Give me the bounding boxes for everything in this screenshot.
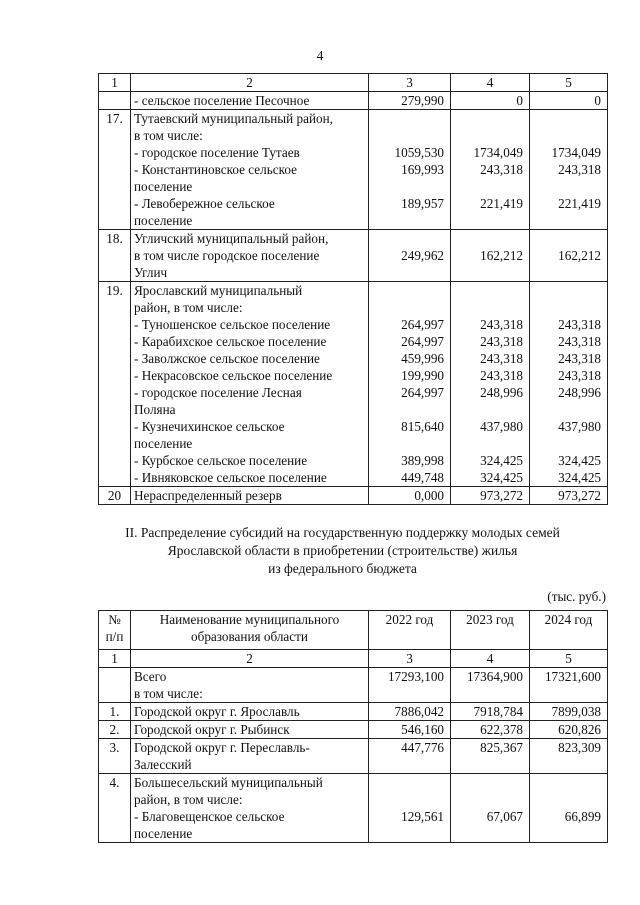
row-label xyxy=(131,703,369,721)
value-line xyxy=(530,127,601,144)
table-header-row xyxy=(99,611,608,650)
row-label-line: Городской округ г. Ярославль xyxy=(134,704,300,719)
value-line: 162,212 xyxy=(558,248,601,263)
header-line: Наименование муниципального xyxy=(159,612,340,627)
value-line xyxy=(530,178,601,195)
row-label-line: в том числе: xyxy=(134,128,203,143)
row-label-line: в том числе: xyxy=(134,686,203,701)
value-line xyxy=(369,230,444,247)
value-line xyxy=(369,264,444,281)
row-label-line: - Некрасовское сельское поселение xyxy=(134,368,333,383)
row-number: 18. xyxy=(99,230,131,282)
section-title-line: из федерального бюджета xyxy=(268,561,417,576)
value-line xyxy=(369,435,444,452)
value-line: 622,378 xyxy=(480,722,523,737)
row-label xyxy=(131,668,369,703)
value-line: 243,318 xyxy=(558,317,601,332)
value-line xyxy=(451,282,523,299)
value-cell xyxy=(451,668,530,703)
value-line xyxy=(530,435,601,452)
value-line: 324,425 xyxy=(480,470,523,485)
value-cell xyxy=(369,110,451,230)
value-line: 199,990 xyxy=(401,368,444,383)
row-label-line: Нераспределенный резерв xyxy=(134,488,282,503)
row-label-line: - Заволжское сельское поселение xyxy=(134,351,320,366)
header-name xyxy=(131,611,369,650)
value-line: 243,318 xyxy=(558,368,601,383)
value-cell xyxy=(369,92,451,110)
value-line: 243,318 xyxy=(558,162,601,177)
value-line: 67,067 xyxy=(486,809,523,824)
value-line: 324,425 xyxy=(480,453,523,468)
value-line xyxy=(530,230,601,247)
row-label xyxy=(131,282,369,487)
value-line xyxy=(369,299,444,316)
row-number: 2. xyxy=(99,721,131,739)
row-number: 20 xyxy=(99,487,131,505)
row-label-line: - городское поселение Лесная xyxy=(134,385,302,400)
value-cell xyxy=(530,110,608,230)
value-line xyxy=(451,299,523,316)
row-label-line: - Левобережное сельское xyxy=(134,196,275,211)
value-line: 129,561 xyxy=(401,809,444,824)
value-line xyxy=(451,756,523,773)
row-label-line: Поляна xyxy=(134,402,176,417)
value-line: 447,776 xyxy=(401,740,444,755)
value-line: 324,425 xyxy=(558,470,601,485)
section-title-line: Ярославской области в приобретении (строительстве) жилья xyxy=(167,543,518,558)
row-label-line: - Карабихское сельское поселение xyxy=(134,334,327,349)
col-index: 1 xyxy=(99,650,131,668)
row-label-line: поселение xyxy=(134,179,193,194)
header-year-2022: 2022 год xyxy=(369,611,451,650)
youth-family-subsidy-table xyxy=(98,610,608,843)
header-line: образования области xyxy=(191,629,308,644)
row-number: 17. xyxy=(99,110,131,230)
value-line xyxy=(451,435,523,452)
row-label-line: в том числе городское поселение xyxy=(134,248,320,263)
value-line: 17321,600 xyxy=(544,669,601,684)
col-index: 5 xyxy=(530,650,608,668)
value-line: 243,318 xyxy=(480,351,523,366)
col-index: 2 xyxy=(131,74,369,92)
value-line xyxy=(451,401,523,418)
value-line: 243,318 xyxy=(480,317,523,332)
col-index: 1 xyxy=(99,74,131,92)
row-number xyxy=(99,92,131,110)
table-index-row xyxy=(99,650,608,668)
table-row xyxy=(99,487,608,505)
value-line xyxy=(530,791,601,808)
row-number: 3. xyxy=(99,739,131,774)
row-label-line: поселение xyxy=(134,213,193,228)
value-line: 1734,049 xyxy=(551,145,601,160)
row-label-line: - Кузнечихинское сельское xyxy=(134,419,285,434)
value-line xyxy=(530,756,601,773)
table-row xyxy=(99,739,608,774)
value-line: 221,419 xyxy=(558,196,601,211)
table-row xyxy=(99,110,608,230)
value-cell xyxy=(530,282,608,487)
value-line xyxy=(451,825,523,842)
value-line xyxy=(369,825,444,842)
row-number: 1. xyxy=(99,703,131,721)
value-line xyxy=(530,774,601,791)
value-line: 324,425 xyxy=(558,453,601,468)
row-label-line: Большесельский муниципальный xyxy=(134,775,323,790)
value-line: 437,980 xyxy=(480,419,523,434)
table-row xyxy=(99,282,608,487)
table-row xyxy=(99,668,608,703)
value-cell xyxy=(530,92,608,110)
value-line xyxy=(451,110,523,127)
value-cell xyxy=(369,230,451,282)
value-line xyxy=(369,774,444,791)
row-label-line: - сельское поселение Песочное xyxy=(134,93,310,108)
table-index-row xyxy=(99,74,608,92)
value-line: 221,419 xyxy=(480,196,523,211)
value-cell xyxy=(369,721,451,739)
col-index: 4 xyxy=(451,650,530,668)
value-line xyxy=(530,685,601,702)
value-line: 0,000 xyxy=(414,488,444,503)
value-line xyxy=(369,685,444,702)
row-label-line: поселение xyxy=(134,436,193,451)
row-label xyxy=(131,92,369,110)
value-cell xyxy=(369,668,451,703)
units-label: (тыс. руб.) xyxy=(547,589,606,604)
value-line: 459,996 xyxy=(401,351,444,366)
row-label-line: - Курбское сельское поселение xyxy=(134,453,308,468)
row-label-line: Городской округ г. Рыбинск xyxy=(134,722,290,737)
value-cell xyxy=(530,774,608,843)
value-line: 973,272 xyxy=(558,488,601,503)
value-line xyxy=(369,127,444,144)
value-line: 279,990 xyxy=(401,93,444,108)
value-line: 162,212 xyxy=(480,248,523,263)
value-cell xyxy=(530,668,608,703)
row-label-line: Всего xyxy=(134,669,167,684)
value-line: 189,957 xyxy=(401,196,444,211)
value-line: 169,993 xyxy=(401,162,444,177)
value-line xyxy=(451,264,523,281)
value-line xyxy=(369,791,444,808)
subsidy-table-continued xyxy=(98,73,608,505)
value-line: 0 xyxy=(516,93,523,108)
value-line xyxy=(530,825,601,842)
value-line: 1059,530 xyxy=(394,145,444,160)
value-cell xyxy=(451,774,530,843)
value-line: 264,997 xyxy=(401,385,444,400)
value-cell xyxy=(530,230,608,282)
value-line: 7918,784 xyxy=(473,704,523,719)
value-line xyxy=(451,774,523,791)
value-cell xyxy=(369,487,451,505)
value-line: 243,318 xyxy=(480,368,523,383)
value-line: 243,318 xyxy=(558,351,601,366)
value-line: 389,998 xyxy=(401,453,444,468)
row-label xyxy=(131,739,369,774)
value-cell xyxy=(369,774,451,843)
value-cell xyxy=(530,703,608,721)
col-index: 3 xyxy=(369,650,451,668)
row-label xyxy=(131,774,369,843)
value-cell xyxy=(451,721,530,739)
row-label-line: - городское поселение Тутаев xyxy=(134,145,300,160)
value-line: 0 xyxy=(594,93,601,108)
row-label-line: - Благовещенское сельское xyxy=(134,809,285,824)
header-line: п/п xyxy=(105,629,124,644)
value-line: 243,318 xyxy=(480,162,523,177)
value-line xyxy=(530,299,601,316)
value-line: 815,640 xyxy=(401,419,444,434)
value-line xyxy=(451,212,523,229)
header-line: № xyxy=(108,612,121,627)
value-cell xyxy=(451,487,530,505)
row-label-line: - Туношенское сельское поселение xyxy=(134,317,331,332)
row-label-line: Угличский муниципальный район, xyxy=(134,231,329,246)
value-line xyxy=(451,791,523,808)
value-line: 264,997 xyxy=(401,334,444,349)
value-line xyxy=(369,401,444,418)
value-line xyxy=(369,178,444,195)
value-line xyxy=(451,230,523,247)
row-label xyxy=(131,230,369,282)
value-line: 823,309 xyxy=(558,740,601,755)
row-label xyxy=(131,110,369,230)
value-cell xyxy=(451,739,530,774)
section-title-line: II. Распределение субсидий на государственную поддержку молодых семей xyxy=(125,525,560,540)
value-line: 825,367 xyxy=(480,740,523,755)
value-line: 243,318 xyxy=(480,334,523,349)
value-cell xyxy=(451,703,530,721)
value-line: 7899,038 xyxy=(551,704,601,719)
table-row xyxy=(99,92,608,110)
col-index: 3 xyxy=(369,74,451,92)
row-number: 19. xyxy=(99,282,131,487)
row-label-line: Городской округ г. Переславль- xyxy=(134,740,310,755)
row-label-line: поселение xyxy=(134,826,193,841)
value-line xyxy=(530,401,601,418)
header-no xyxy=(99,611,131,650)
value-line: 546,160 xyxy=(401,722,444,737)
row-label-line: район, в том числе: xyxy=(134,792,243,807)
value-cell xyxy=(530,739,608,774)
value-line: 17364,900 xyxy=(466,669,523,684)
value-line: 249,962 xyxy=(401,248,444,263)
value-line xyxy=(369,110,444,127)
page-number: 4 xyxy=(316,48,324,63)
row-label xyxy=(131,721,369,739)
table-row xyxy=(99,703,608,721)
value-line: 243,318 xyxy=(558,334,601,349)
table-row xyxy=(99,230,608,282)
value-cell xyxy=(451,230,530,282)
value-cell xyxy=(369,739,451,774)
value-line: 248,996 xyxy=(558,385,601,400)
row-label-line: Залесский xyxy=(134,757,192,772)
value-line: 17293,100 xyxy=(387,669,444,684)
row-label xyxy=(131,487,369,505)
value-cell xyxy=(530,487,608,505)
table-row xyxy=(99,774,608,843)
value-line: 66,899 xyxy=(564,809,601,824)
value-line xyxy=(369,212,444,229)
row-label-line: район, в том числе: xyxy=(134,300,243,315)
value-cell xyxy=(451,282,530,487)
value-line: 264,997 xyxy=(401,317,444,332)
value-line: 437,980 xyxy=(558,419,601,434)
header-year-2024: 2024 год xyxy=(530,611,608,650)
value-line xyxy=(451,685,523,702)
value-line xyxy=(451,178,523,195)
col-index: 2 xyxy=(131,650,369,668)
value-line: 620,826 xyxy=(558,722,601,737)
value-line: 973,272 xyxy=(480,488,523,503)
col-index: 4 xyxy=(451,74,530,92)
row-number xyxy=(99,668,131,703)
value-line xyxy=(451,127,523,144)
value-cell xyxy=(369,703,451,721)
value-line: 248,996 xyxy=(480,385,523,400)
value-cell xyxy=(369,282,451,487)
row-label-line: Ярославский муниципальный xyxy=(134,283,303,298)
section-title xyxy=(60,524,625,578)
value-line: 7886,042 xyxy=(394,704,444,719)
value-line xyxy=(530,212,601,229)
col-index: 5 xyxy=(530,74,608,92)
value-line xyxy=(369,282,444,299)
header-year-2023: 2023 год xyxy=(451,611,530,650)
row-label-line: - Константиновское сельское xyxy=(134,162,297,177)
value-line: 1734,049 xyxy=(473,145,523,160)
row-label-line: - Ивняковское сельское поселение xyxy=(134,470,327,485)
value-cell xyxy=(451,92,530,110)
value-line: 449,748 xyxy=(401,470,444,485)
value-cell xyxy=(530,721,608,739)
value-line xyxy=(530,264,601,281)
value-line xyxy=(369,756,444,773)
table-row xyxy=(99,721,608,739)
value-line xyxy=(530,282,601,299)
row-label-line: Тутаевский муниципальный район, xyxy=(134,111,333,126)
row-label-line: Углич xyxy=(134,265,168,280)
row-number: 4. xyxy=(99,774,131,843)
value-line xyxy=(530,110,601,127)
value-cell xyxy=(451,110,530,230)
